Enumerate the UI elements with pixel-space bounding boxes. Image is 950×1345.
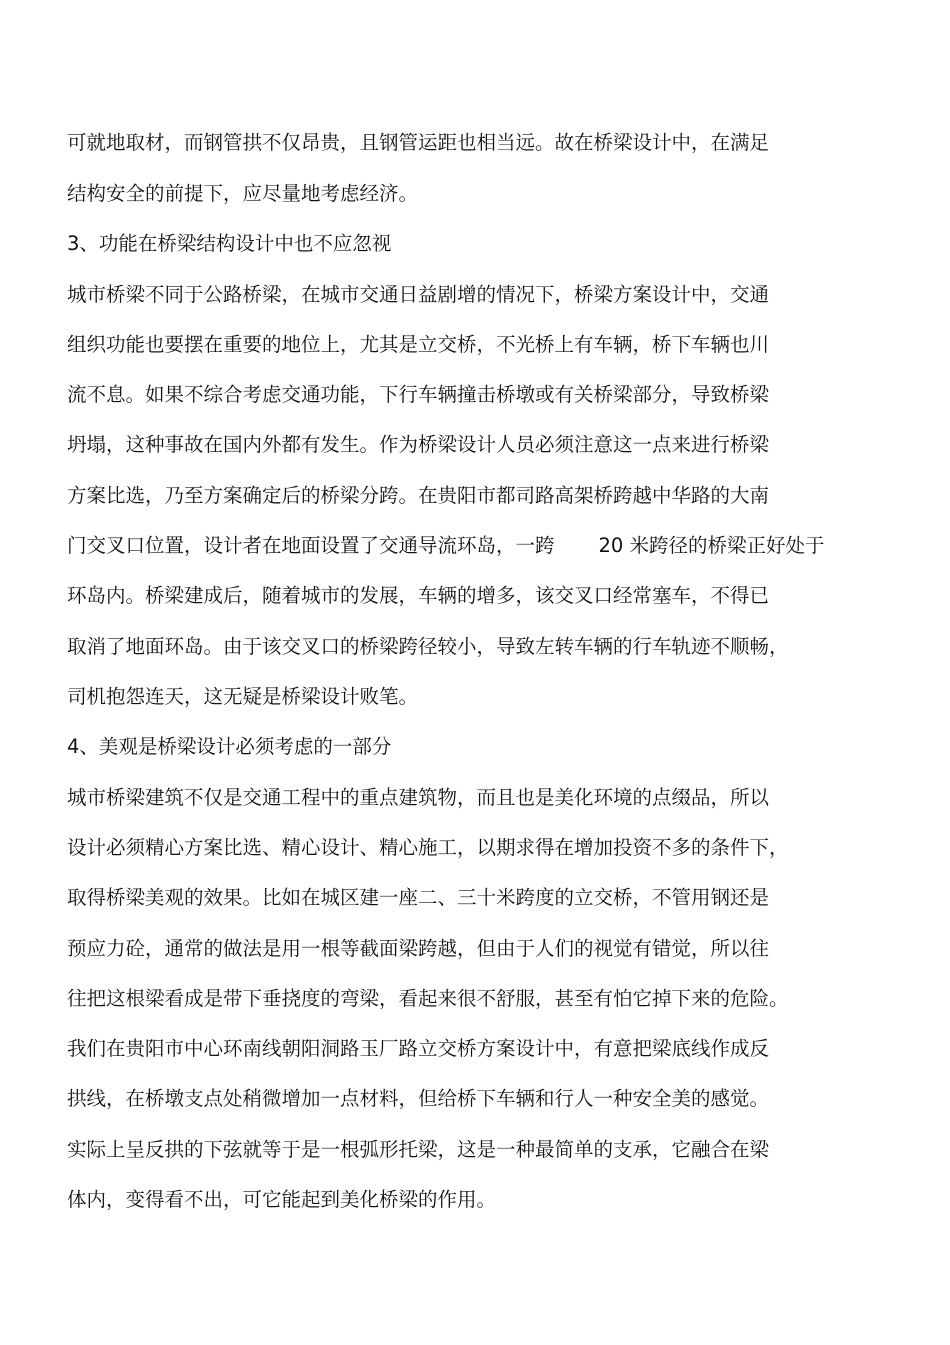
text-line-19: 我们在贵阳市中心环南线朝阳洞路玉厂路立交桥方案设计中，有意把梁底线作成反 (67, 1037, 770, 1060)
text-line-12: 司机抱怨连天，这无疑是桥梁设计败笔。 (67, 685, 419, 708)
text-line-9-part-1: 门交叉口位置，设计者在地面设置了交通导流环岛，一跨 (67, 534, 555, 557)
text-line-10: 环岛内。桥梁建成后，随着城市的发展，车辆的增多，该交叉口经常塞车，不得已 (67, 584, 770, 607)
text-line-16: 取得桥梁美观的效果。比如在城区建一座二、三十米跨度的立交桥，不管用钢还是 (67, 886, 770, 909)
text-line-2: 结构安全的前提下，应尽量地考虑经济。 (67, 182, 419, 205)
section-heading-4: 4、美观是桥梁设计必须考虑的一部分 (67, 735, 392, 758)
text-line-5: 组织功能也要摆在重要的地位上，尤其是立交桥，不光桥上有车辆，桥下车辆也川 (67, 333, 770, 356)
text-line-9-part-2: 20 米跨径的桥梁正好处于 (598, 534, 825, 557)
section-heading-3: 3、功能在桥梁结构设计中也不应忽视 (67, 232, 392, 255)
text-line-9 (67, 534, 825, 558)
text-line-20: 拱线，在桥墩支点处稍微增加一点材料，但给桥下车辆和行人一种安全美的感觉。 (67, 1087, 770, 1110)
text-line-21: 实际上呈反拱的下弦就等于是一根弧形托梁，这是一种最简单的支承，它融合在梁 (67, 1138, 770, 1161)
text-line-14: 城市桥梁建筑不仅是交通工程中的重点建筑物，而且也是美化环境的点缀品，所以 (67, 786, 770, 809)
text-line-17: 预应力砼，通常的做法是用一根等截面梁跨越，但由于人们的视觉有错觉，所以往 (67, 937, 770, 960)
text-line-6: 流不息。如果不综合考虑交通功能，下行车辆撞击桥墩或有关桥梁部分，导致桥梁 (67, 383, 770, 406)
text-line-18: 往把这根梁看成是带下垂挠度的弯梁，看起来很不舒服，甚至有怕它掉下来的危险。 (67, 987, 789, 1010)
text-line-15: 设计必须精心方案比选、精心设计、精心施工，以期求得在增加投资不多的条件下， (67, 836, 789, 859)
text-line-7: 坍塌，这种事故在国内外都有发生。作为桥梁设计人员必须注意这一点来进行桥梁 (67, 433, 770, 456)
text-line-4: 城市桥梁不同于公路桥梁，在城市交通日益剧增的情况下，桥梁方案设计中，交通 (67, 283, 770, 306)
text-line-22: 体内，变得看不出，可它能起到美化桥梁的作用。 (67, 1188, 497, 1211)
text-line-1: 可就地取材，而钢管拱不仅昂贵，且钢管运距也相当远。故在桥梁设计中，在满足 (67, 131, 770, 154)
text-line-8: 方案比选，乃至方案确定后的桥梁分跨。在贵阳市都司路高架桥跨越中华路的大南 (67, 484, 770, 507)
text-line-11: 取消了地面环岛。由于该交叉口的桥梁跨径较小，导致左转车辆的行车轨迹不顺畅， (67, 635, 789, 658)
